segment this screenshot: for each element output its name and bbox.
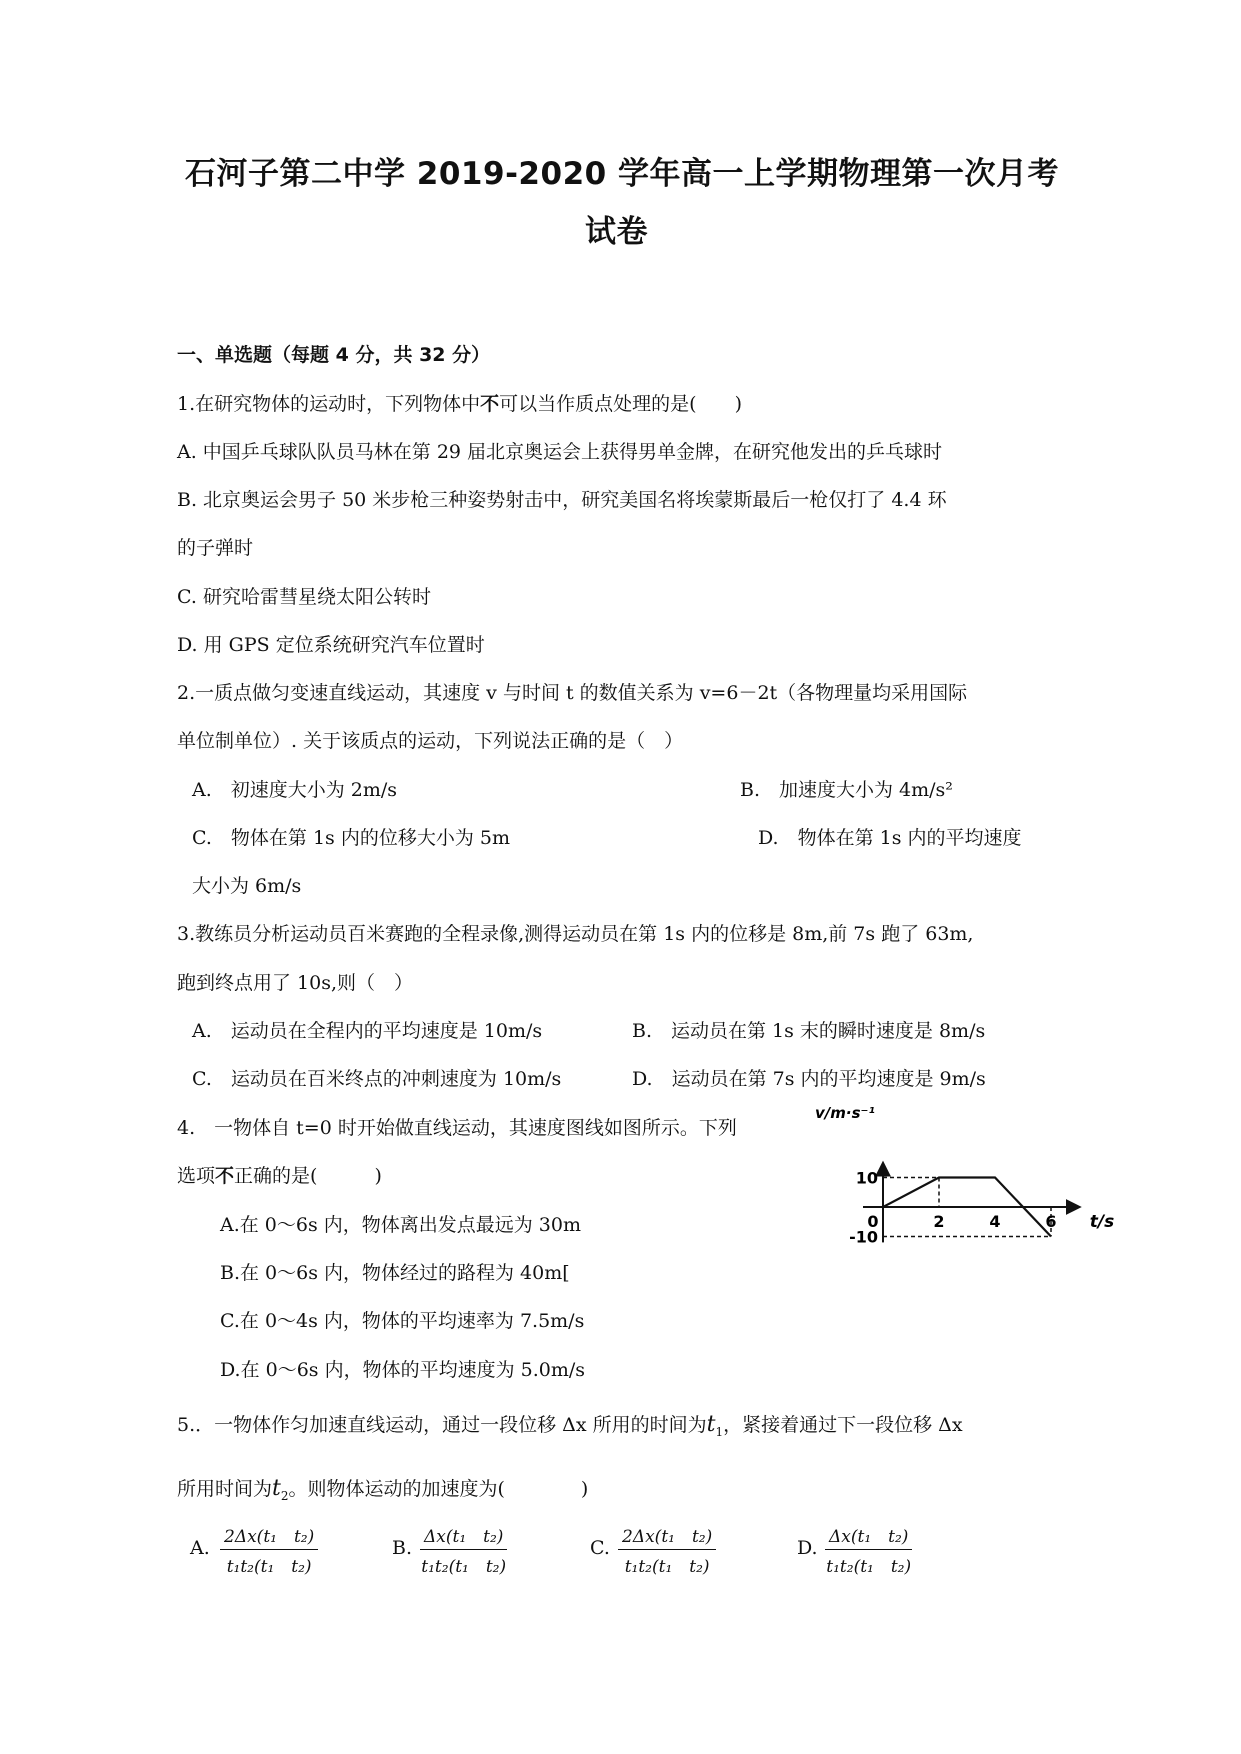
question-1-stem: 1.在研究物体的运动时，下列物体中不可以当作质点处理的是( ) bbox=[177, 393, 742, 415]
emphasis-not: 不 bbox=[215, 1165, 235, 1187]
question-2-stem-line1: 2.一质点做匀变速直线运动，其速度 v 与时间 t 的数值关系为 v=6－2t（各物理量均采用国际 bbox=[177, 682, 968, 704]
question-1-option-b-line1: B. 北京奥运会男子 50 米步枪三种姿势射击中，研究美国名将埃蒙斯最后一枪仅打了 4.4 环 bbox=[177, 489, 947, 511]
y-tick-label-10: 10 bbox=[855, 1168, 878, 1188]
question-5-option-a-fraction: $\frac{\text{2Δx(t₁ t₂)}}{\text{t₁t₂(t₁ t₂)}}$ bbox=[220, 1522, 318, 1577]
emphasis-not: 不 bbox=[480, 393, 500, 415]
question-3-stem-line2: 跑到终点用了 10s,则（ ） bbox=[177, 972, 414, 994]
question-2-option-c: C. 物体在第 1s 内的位移大小为 5m bbox=[192, 827, 510, 849]
question-5-option-c-label: C. bbox=[590, 1537, 610, 1559]
question-5-option-d-fraction: $\frac{\text{Δx(t₁ t₂)}}{\text{t₁t₂(t₁ t₂)}}$ bbox=[825, 1522, 912, 1577]
y-tick-label--10: -10 bbox=[849, 1227, 878, 1247]
question-4-option-c: C.在 0～4s 内，物体的平均速率为 7.5m/s bbox=[220, 1310, 585, 1332]
question-1-option-d: D. 用 GPS 定位系统研究汽车位置时 bbox=[177, 634, 485, 656]
question-3-option-d: D. 运动员在第 7s 内的平均速度是 9m/s bbox=[632, 1068, 986, 1090]
question-4-stem-line2: 选项不正确的是( ) bbox=[177, 1165, 382, 1187]
y-axis-label: v/m·s⁻¹ bbox=[815, 1104, 875, 1122]
x-tick-label-4: 4 bbox=[989, 1212, 1001, 1231]
exam-title-line1: 石河子第二中学 2019-2020 学年高一上学期物理第一次月考 bbox=[185, 156, 1060, 192]
x-axis-label: t/s bbox=[1089, 1212, 1115, 1232]
velocity-time-graph bbox=[815, 1100, 1138, 1260]
question-3-stem-line1: 3.教练员分析运动员百米赛跑的全程录像,测得运动员在第 1s 内的位移是 8m,前 7s 跑了 63m, bbox=[177, 923, 974, 945]
question-5-option-b-label: B. bbox=[392, 1537, 413, 1559]
question-1-option-b-line2: 的子弹时 bbox=[177, 537, 254, 559]
question-5-option-a-label: A. bbox=[190, 1537, 210, 1559]
section-heading-single-choice: 一、单选题（每题 4 分，共 32 分） bbox=[177, 344, 491, 366]
question-2-option-a: A. 初速度大小为 2m/s bbox=[192, 779, 398, 801]
question-1-option-a: A. 中国乒乓球队队员马林在第 29 届北京奥运会上获得男单金牌，在研究他发出的乒乓球时 bbox=[177, 441, 943, 463]
question-3-option-b: B. 运动员在第 1s 末的瞬时速度是 8m/s bbox=[632, 1020, 986, 1042]
question-5-stem-line2: 所用时间为$t_2$。则物体运动的加速度为( ) bbox=[177, 1476, 589, 1503]
question-2-option-d-line2: 大小为 6m/s bbox=[192, 875, 302, 897]
question-4-stem-line1: 4. 一物体自 t=0 时开始做直线运动，其速度图线如图所示。下列 bbox=[177, 1117, 737, 1139]
x-tick-label-6: 6 bbox=[1045, 1212, 1057, 1231]
exam-title-line2: 试卷 bbox=[585, 214, 648, 250]
x-tick-label-0: 0 bbox=[867, 1212, 879, 1231]
question-5-option-b-fraction: $\frac{\text{Δx(t₁ t₂)}}{\text{t₁t₂(t₁ t₂)}}$ bbox=[420, 1522, 507, 1577]
x-tick-label-2: 2 bbox=[933, 1212, 945, 1231]
question-1-option-c: C. 研究哈雷彗星绕太阳公转时 bbox=[177, 586, 431, 608]
question-4-option-a: A.在 0～6s 内，物体离出发点最远为 30m bbox=[220, 1214, 582, 1236]
question-3-option-a: A. 运动员在全程内的平均速度是 10m/s bbox=[192, 1020, 543, 1042]
question-5-option-d-label: D. bbox=[797, 1537, 818, 1559]
question-2-stem-line2: 单位制单位）. 关于该质点的运动，下列说法正确的是（ ） bbox=[177, 730, 684, 752]
question-3-option-c: C. 运动员在百米终点的冲刺速度为 10m/s bbox=[192, 1068, 562, 1090]
question-4-option-d: D.在 0～6s 内，物体的平均速度为 5.0m/s bbox=[220, 1359, 586, 1381]
question-2-option-b: B. 加速度大小为 4m/s² bbox=[740, 779, 953, 801]
question-5-option-c-fraction: $\frac{\text{2Δx(t₁ t₂)}}{\text{t₁t₂(t₁ t₂)}}$ bbox=[618, 1522, 716, 1577]
question-5-stem-line1: 5.．一物体作匀加速直线运动，通过一段位移 Δx 所用的时间为$t_1$，紧接着通过下一段位移 Δx bbox=[177, 1412, 963, 1439]
question-4-option-b: B.在 0～6s 内，物体经过的路程为 40m[ bbox=[220, 1262, 570, 1284]
question-2-option-d-line1: D. 物体在第 1s 内的平均速度 bbox=[758, 827, 1022, 849]
